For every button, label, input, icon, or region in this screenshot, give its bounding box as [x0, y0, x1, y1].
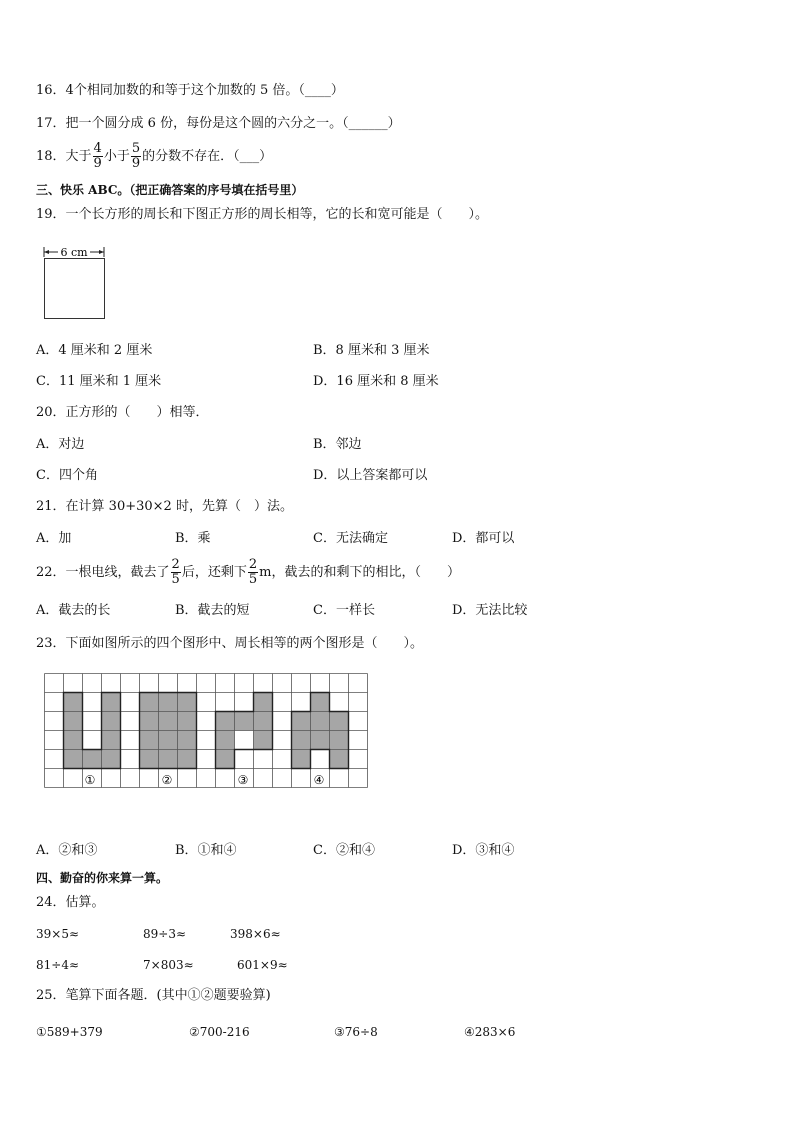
shape-4-cell — [311, 693, 330, 712]
estimate-item: 39×5≈ — [36, 927, 80, 941]
shape-2-cell — [178, 693, 197, 712]
q20-option-b: B．邻边 — [313, 437, 362, 452]
section-3-heading: 三、快乐 ABC。（把正确答案的序号填在括号里） — [36, 183, 304, 197]
shape-1-cell — [102, 712, 121, 731]
shape-3-cell — [235, 712, 254, 731]
question-22-stem — [36, 558, 460, 587]
q19-option-d: D．16 厘米和 8 厘米 — [313, 374, 439, 389]
shape-3-cell — [216, 712, 235, 731]
square-figure — [40, 244, 112, 324]
shape-3-cell — [254, 731, 273, 750]
shape-1-cell — [64, 693, 83, 712]
q22-option-c: C．一样长 — [313, 603, 375, 618]
question-16: 16．4个相同加数的和等于这个加数的 5 倍。（____） — [36, 83, 344, 98]
shape-3-cell — [254, 712, 273, 731]
shape-2-cell — [178, 731, 197, 750]
shape-4-cell — [330, 731, 349, 750]
estimate-item: 601×9≈ — [237, 958, 288, 972]
fraction-4-9: $\frac{4}{9}$ — [93, 141, 102, 171]
q22-option-b: B．截去的短 — [175, 603, 250, 618]
q19-option-b: B．8 厘米和 3 厘米 — [313, 343, 430, 358]
square-grid — [45, 674, 368, 788]
q20-option-d: D．以上答案都可以 — [313, 468, 428, 483]
question-25-stem: 25．笔算下面各题．(其中①②题要验算) — [36, 988, 271, 1003]
q22-option-d: D．无法比较 — [452, 603, 528, 618]
q23-option-a: A．②和③ — [36, 843, 98, 858]
q21-option-d: D．都可以 — [452, 531, 515, 546]
question-17: 17．把一个圆分成 6 份，每份是这个圆的六分之一。（______） — [36, 116, 401, 131]
q22-prefix: 22．一根电线，截去了 — [36, 565, 170, 580]
shape-4-cell — [292, 712, 311, 731]
written-calc-item: ②700-216 — [189, 1025, 250, 1039]
shape-2-cell — [159, 712, 178, 731]
q22-mid: 后，还剩下 — [181, 565, 247, 580]
shape-1-cell — [64, 731, 83, 750]
q18-mid: 小于 — [103, 149, 130, 164]
q19-option-a: A．4 厘米和 2 厘米 — [36, 343, 153, 358]
written-calc-item: ④283×6 — [464, 1025, 516, 1039]
shape-2-cell — [178, 712, 197, 731]
grid-shapes-figure — [40, 670, 372, 794]
shape-2-cell — [140, 712, 159, 731]
q23-option-c: C．②和④ — [313, 843, 375, 858]
q23-option-d: D．③和④ — [452, 843, 515, 858]
shape-label-2: ② — [161, 773, 173, 787]
q21-option-b: B．乘 — [175, 531, 211, 546]
estimate-item: 7×803≈ — [143, 958, 194, 972]
shape-2-cell — [159, 693, 178, 712]
shape-2-cell — [140, 731, 159, 750]
q18-prefix: 18．大于 — [36, 149, 92, 164]
shape-2-cell — [159, 731, 178, 750]
shape-3-cell — [216, 750, 235, 769]
q23-option-b: B．①和④ — [175, 843, 237, 858]
section-4-heading: 四、勤奋的你来算一算。 — [36, 871, 169, 885]
q20-option-a: A．对边 — [36, 437, 85, 452]
question-20-stem: 20．正方形的（ ）相等． — [36, 405, 209, 420]
written-calc-item: ③76÷8 — [334, 1025, 378, 1039]
q19-option-c: C．11 厘米和 1 厘米 — [36, 374, 162, 389]
written-calc-item: ①589+379 — [36, 1025, 103, 1039]
shape-2-cell — [140, 750, 159, 769]
q18-suffix: 的分数不存在．（___） — [142, 149, 273, 164]
shape-3-cell — [216, 731, 235, 750]
question-24-stem: 24．估算。 — [36, 895, 105, 910]
shape-1-cell — [102, 750, 121, 769]
shape-4-cell — [292, 731, 311, 750]
estimate-item: 81÷4≈ — [36, 958, 80, 972]
shape-label-1: ① — [84, 773, 96, 787]
q22-suffix: m，截去的和剩下的相比，（ ） — [259, 565, 460, 580]
q21-option-a: A．加 — [36, 531, 72, 546]
shape-2-cell — [140, 693, 159, 712]
fraction-2-5-cut: $\frac{2}{5}$ — [171, 557, 180, 587]
shape-1-cell — [83, 750, 102, 769]
fraction-5-9: $\frac{5}{9}$ — [131, 141, 141, 171]
q22-option-a: A．截去的长 — [36, 603, 111, 618]
shape-1-cell — [102, 731, 121, 750]
question-19-stem: 19．一个长方形的周长和下图正方形的周长相等，它的长和宽可能是（ ）。 — [36, 207, 489, 222]
shape-1-cell — [64, 712, 83, 731]
estimate-item: 89÷3≈ — [143, 927, 187, 941]
question-21-stem: 21．在计算 30+30×2 时，先算（ ）法。 — [36, 499, 293, 514]
shape-4-cell — [311, 712, 330, 731]
shape-4-cell — [330, 750, 349, 769]
shape-4-cell — [292, 750, 311, 769]
question-23-stem: 23．下面如图所示的四个图形中、周长相等的两个图形是（ ）。 — [36, 636, 424, 651]
shape-4-cell — [311, 731, 330, 750]
q21-option-c: C．无法确定 — [313, 531, 388, 546]
shape-3-cell — [254, 693, 273, 712]
question-18 — [36, 142, 272, 171]
shape-1-cell — [64, 750, 83, 769]
shape-label-4: ④ — [313, 773, 325, 787]
shape-4-cell — [330, 712, 349, 731]
shape-1-cell — [102, 693, 121, 712]
shape-label-3: ③ — [237, 773, 249, 787]
estimate-item: 398×6≈ — [230, 927, 281, 941]
square-dimension-label: 6 cm — [60, 246, 88, 259]
fraction-2-5-left: $\frac{2}{5}$ — [248, 557, 258, 587]
shape-2-cell — [178, 750, 197, 769]
shape-2-cell — [159, 750, 178, 769]
q20-option-c: C．四个角 — [36, 468, 98, 483]
